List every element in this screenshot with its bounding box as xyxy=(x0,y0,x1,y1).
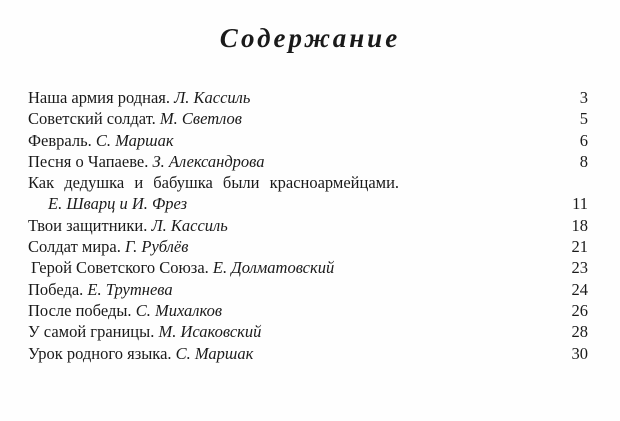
entry-page-number: 18 xyxy=(571,215,588,235)
toc-entry xyxy=(28,193,588,214)
entry-author: С. Маршак xyxy=(95,130,174,150)
toc-entry xyxy=(28,108,588,129)
entry-page-number: 28 xyxy=(571,322,588,342)
entry-page-number: 11 xyxy=(572,194,588,214)
entry-page-number: 30 xyxy=(571,343,588,363)
toc-entry xyxy=(28,257,588,278)
entry-author: Л. Кассиль xyxy=(174,88,251,107)
entry-page-number: 8 xyxy=(579,151,588,171)
entry-author: З. Александрова xyxy=(152,151,265,171)
entry-title: После победы. xyxy=(28,300,132,320)
entry-page-number: 24 xyxy=(571,279,588,299)
entry-page-number: 6 xyxy=(579,130,588,150)
toc-entry xyxy=(28,172,588,193)
entry-title: Урок родного языка. xyxy=(28,343,172,363)
entry-author: Е. Шварц и И. Фрез xyxy=(48,194,188,214)
entry-page-number: 21 xyxy=(571,237,588,257)
toc-entry xyxy=(28,130,588,151)
entry-title: Как дедушка и бабушка были красноармейцами. xyxy=(28,173,400,193)
entry-author: М. Исаковский xyxy=(158,322,262,342)
entry-title: Февраль. xyxy=(28,130,92,150)
toc-entry xyxy=(28,236,588,257)
entry-title: Победа. xyxy=(28,279,84,299)
toc-entry xyxy=(28,300,588,321)
entry-page-number: 23 xyxy=(571,258,588,278)
entry-author: М. Светлов xyxy=(159,109,242,129)
entry-author: Г. Рублёв xyxy=(125,237,189,257)
toc-entry xyxy=(28,343,588,364)
entry-page-number: 5 xyxy=(579,109,588,129)
entry-page-number: 26 xyxy=(571,300,588,320)
entry-title: У самой границы. xyxy=(28,322,155,342)
entry-author: С. Михалков xyxy=(135,300,222,320)
entry-author: Л. Кассиль xyxy=(151,215,228,235)
entry-author: С. Маршак xyxy=(175,343,254,363)
entry-title: Советский солдат. xyxy=(28,109,156,129)
toc-entry xyxy=(28,215,588,236)
entry-title: Песня о Чапаеве. xyxy=(28,151,149,171)
toc-entry xyxy=(28,279,588,300)
entry-author: Е. Долматовский xyxy=(212,258,335,278)
contents-heading: Содержание xyxy=(219,23,401,53)
entry-title: Твои защитники. xyxy=(28,215,148,235)
table-of-contents xyxy=(28,87,588,364)
toc-entry xyxy=(28,87,588,108)
entry-title: Солдат мира. xyxy=(28,237,121,257)
toc-entry xyxy=(28,151,588,172)
entry-title: Наша армия родная. xyxy=(28,88,170,107)
entry-author: Е. Трутнева xyxy=(87,279,173,299)
toc-entry xyxy=(28,321,588,342)
entry-page-number: 3 xyxy=(579,88,588,107)
entry-title: Герой Советского Союза. xyxy=(31,258,209,278)
